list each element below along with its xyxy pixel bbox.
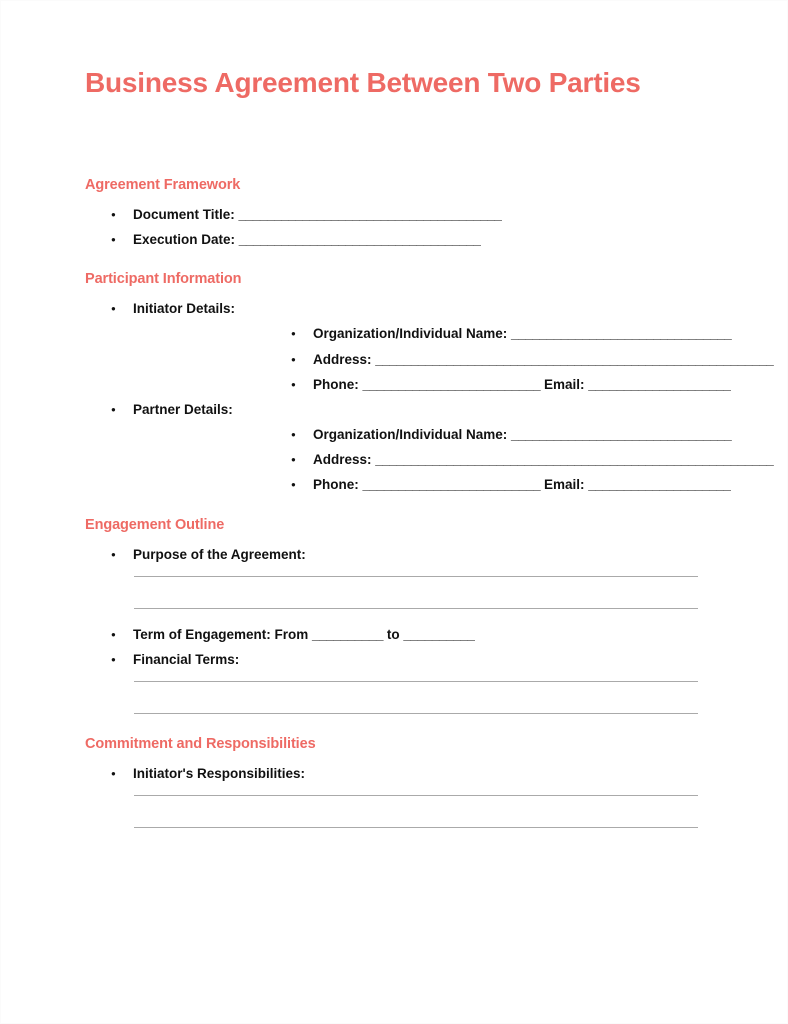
- fill-in-blank[interactable]: ________________________________________________________: [375, 351, 774, 367]
- fill-in-blank[interactable]: __________________________________: [238, 232, 481, 248]
- ruled-line: [134, 795, 698, 796]
- section-heading: Engagement Outline: [85, 516, 225, 533]
- engagement-terms-list: [1, 625, 788, 669]
- field-label: Term of Engagement: From: [133, 626, 309, 642]
- section-commitment-responsibilities: [1, 736, 788, 828]
- list-item: [133, 450, 788, 469]
- group-label: Initiator Details:: [133, 301, 236, 317]
- initiator-field-list: [133, 324, 788, 393]
- field-label: Execution Date:: [133, 232, 236, 248]
- term-joiner: to: [386, 626, 400, 642]
- field-label: Purpose of the Agreement:: [133, 546, 306, 562]
- field-label: Phone:: [313, 477, 359, 493]
- field-label: Financial Terms:: [133, 651, 240, 667]
- field-label: Address:: [313, 452, 372, 468]
- fill-in-blank[interactable]: _________________________: [362, 376, 541, 392]
- fill-in-blank-to[interactable]: __________: [403, 626, 475, 642]
- list-item-term: [1, 625, 788, 644]
- section-heading: Participant Information: [85, 271, 242, 288]
- list-item: [133, 375, 788, 394]
- engagement-list: [1, 545, 788, 564]
- group-label: Partner Details:: [133, 401, 233, 417]
- ruled-line: [134, 681, 698, 682]
- list-item: [1, 230, 788, 249]
- ruled-line: [134, 608, 698, 609]
- fill-in-blank[interactable]: _______________________________: [511, 427, 732, 443]
- section-participant-information: [1, 271, 788, 494]
- ruled-line: [134, 827, 698, 828]
- section-agreement-framework: [1, 177, 788, 249]
- fill-in-blank-email[interactable]: ____________________: [588, 477, 731, 493]
- field-label-email: Email:: [543, 477, 585, 493]
- list-item: [133, 425, 788, 444]
- section-heading: Commitment and Responsibilities: [85, 736, 316, 753]
- document-body: [1, 177, 788, 844]
- list-item-partner-details: [1, 400, 788, 495]
- financial-answer-area[interactable]: [1, 681, 788, 714]
- field-label: Address:: [313, 351, 372, 367]
- field-label: Organization/Individual Name:: [313, 326, 508, 342]
- field-label: Phone:: [313, 376, 359, 392]
- list-item: [133, 475, 788, 494]
- purpose-answer-area[interactable]: [1, 576, 788, 609]
- field-label-email: Email:: [543, 376, 585, 392]
- commitment-list: [1, 764, 788, 783]
- page-title: Business Agreement Between Two Parties: [85, 67, 641, 98]
- fill-in-blank-from[interactable]: __________: [312, 626, 384, 642]
- list-item-initiator-responsibilities: [1, 764, 788, 783]
- fill-in-blank[interactable]: _________________________: [362, 477, 541, 493]
- field-list: [1, 205, 788, 249]
- partner-field-list: [133, 425, 788, 494]
- field-label: Organization/Individual Name:: [313, 427, 508, 443]
- field-label: Document Title:: [133, 207, 235, 222]
- ruled-line: [134, 576, 698, 577]
- initiator-responsibilities-answer-area[interactable]: [1, 795, 788, 828]
- fill-in-blank[interactable]: _______________________________: [511, 326, 732, 342]
- section-engagement-outline: [1, 517, 788, 714]
- fill-in-blank[interactable]: _____________________________________: [238, 207, 502, 222]
- list-item: [1, 205, 788, 224]
- list-item-financial: [1, 650, 788, 669]
- fill-in-blank-email[interactable]: ____________________: [588, 376, 731, 392]
- ruled-line: [134, 713, 698, 714]
- list-item-initiator-details: [1, 299, 788, 394]
- section-heading: Agreement Framework: [85, 177, 241, 193]
- participant-list: [1, 299, 788, 494]
- field-label: Initiator's Responsibilities:: [133, 766, 305, 782]
- list-item-purpose: [1, 545, 788, 564]
- list-item: [133, 350, 788, 369]
- list-item: [133, 324, 788, 343]
- fill-in-blank[interactable]: ________________________________________________________: [375, 452, 774, 468]
